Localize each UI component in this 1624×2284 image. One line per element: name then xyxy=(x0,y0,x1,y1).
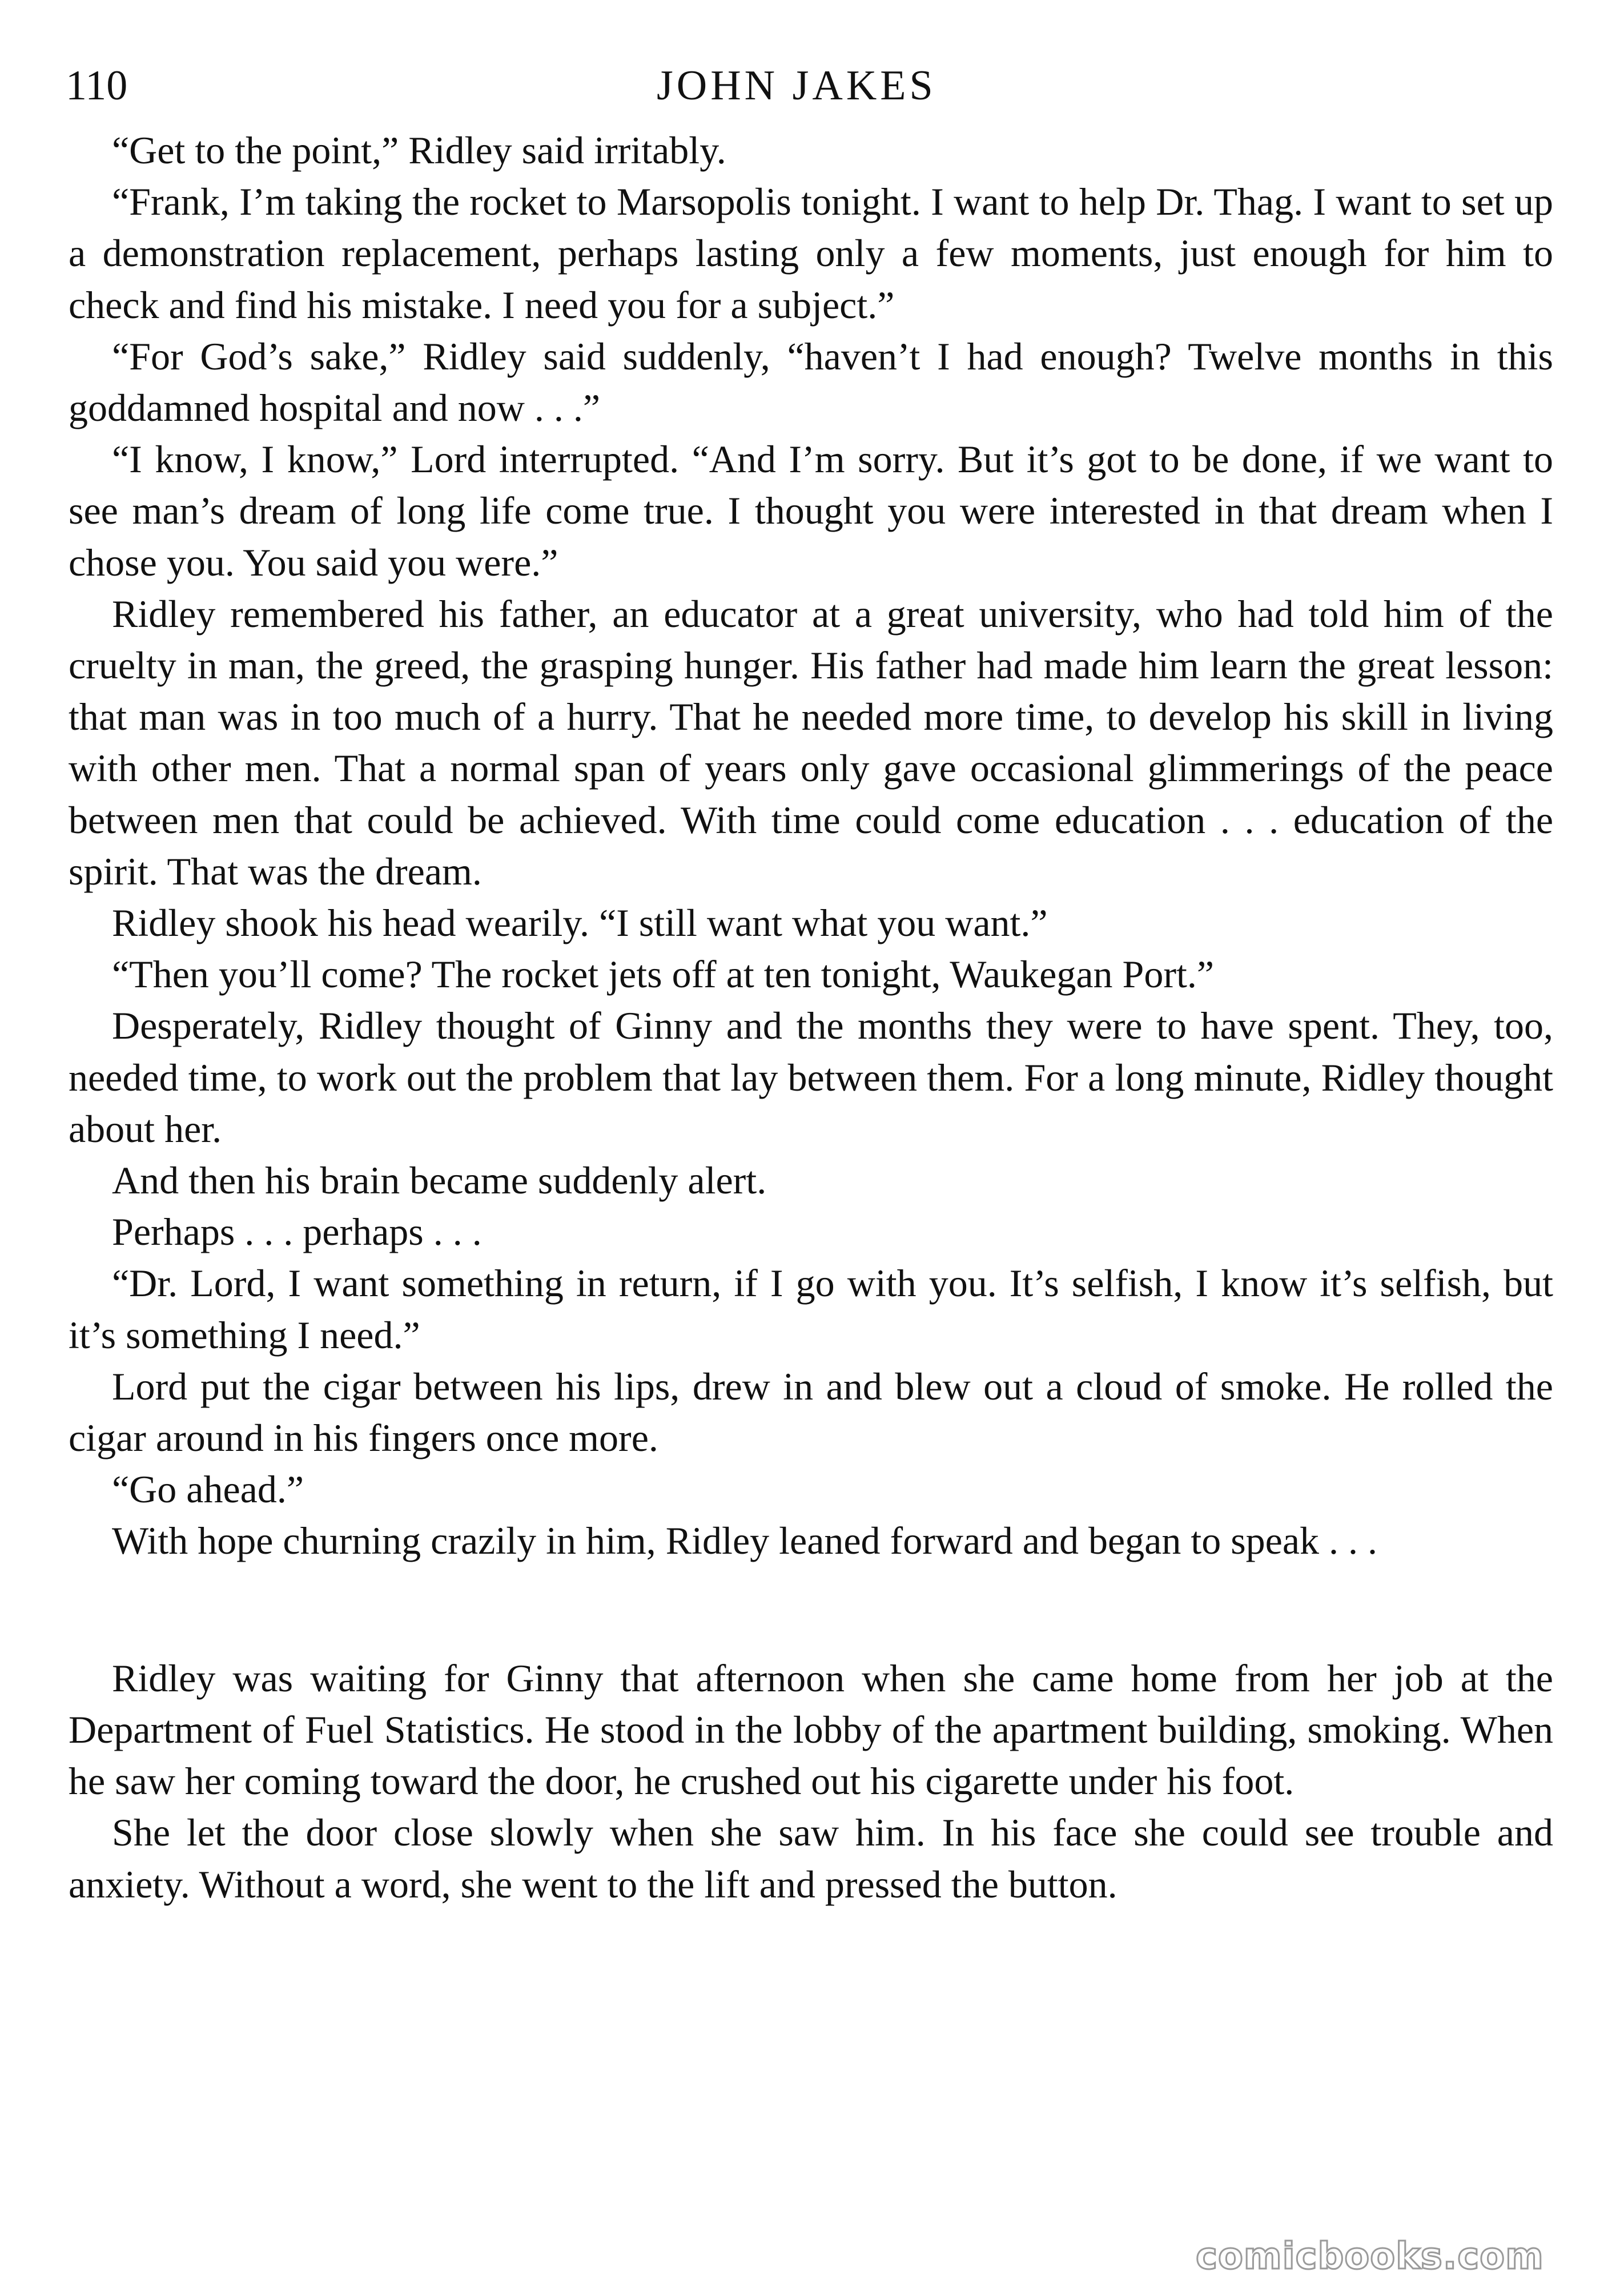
paragraph: “Then you’ll come? The rocket jets off at ten tonight, Waukegan Port.” xyxy=(112,952,1215,996)
paragraph: And then his brain became suddenly alert. xyxy=(112,1159,767,1203)
paragraph: “Go ahead.” xyxy=(112,1467,304,1511)
running-head: JOHN JAKES xyxy=(657,62,936,109)
paragraph: Ridley shook his head wearily. “I still want what you want.” xyxy=(112,901,1048,945)
paragraph: Perhaps . . . perhaps . . . xyxy=(112,1210,482,1254)
paragraph: “Dr. Lord, I want something in return, if I go with you. It’s selfish, I know it’s selfish, but it’s something I need.” xyxy=(69,1261,1553,1357)
paragraph: “Frank, I’m taking the rocket to Marsopolis tonight. I want to help Dr. Thag. I want to set up a demonstration replacement, perhaps lasting only a few moments, just enough for him to check and find his mistake. I need you for a subject.” xyxy=(69,180,1553,327)
paragraph: Ridley remembered his father, an educator at a great university, who had told him of the cruelty in man, the greed, the grasping hunger. His father had made him learn the great lesson: that man was in too much of a hurry. That he needed more time, to develop his skill in living with other men. That a normal span of years only gave occasional glimmerings of the peace between men that could be achieved. With time could come education . . . education of the spirit. That was the dream. xyxy=(69,592,1553,893)
paragraph: Lord put the cigar between his lips, drew in and blew out a cloud of smoke. He rolled the cigar around in his fingers once more. xyxy=(69,1364,1553,1460)
paragraph: Ridley was waiting for Ginny that afternoon when she came home from her job at the Department of Fuel Statistics. He stood in the lobby of the apartment building, smoking. When he saw her coming toward the door, he crushed out his cigarette under his foot. xyxy=(69,1656,1553,1803)
paragraph: With hope churning crazily in him, Ridley leaned forward and began to speak . . . xyxy=(112,1519,1378,1563)
paragraph: Desperately, Ridley thought of Ginny and the months they were to have spent. They, too, needed time, to work out the problem that lay between them. For a long minute, Ridley thought about her. xyxy=(69,1004,1553,1151)
page-number: 110 xyxy=(66,62,128,109)
page-header xyxy=(0,57,1624,120)
paragraph: “Get to the point,” Ridley said irritably. xyxy=(112,128,726,172)
paragraph: “For God’s sake,” Ridley said suddenly, “haven’t I had enough? Twelve months in this goddamned hospital and now . . .” xyxy=(69,334,1553,430)
paragraph: She let the door close slowly when she saw him. In his face she could see trouble and anxiety. Without a word, she went to the lift and pressed the button. xyxy=(69,1811,1553,1906)
body-text xyxy=(69,124,1553,1910)
watermark: comicbooks.com xyxy=(1196,2235,1544,2278)
paragraph: “I know, I know,” Lord interrupted. “And I’m sorry. But it’s got to be done, if we want to see man’s dream of long life come true. I thought you were interested in that dream when I chose you. You said you were.” xyxy=(69,437,1553,584)
